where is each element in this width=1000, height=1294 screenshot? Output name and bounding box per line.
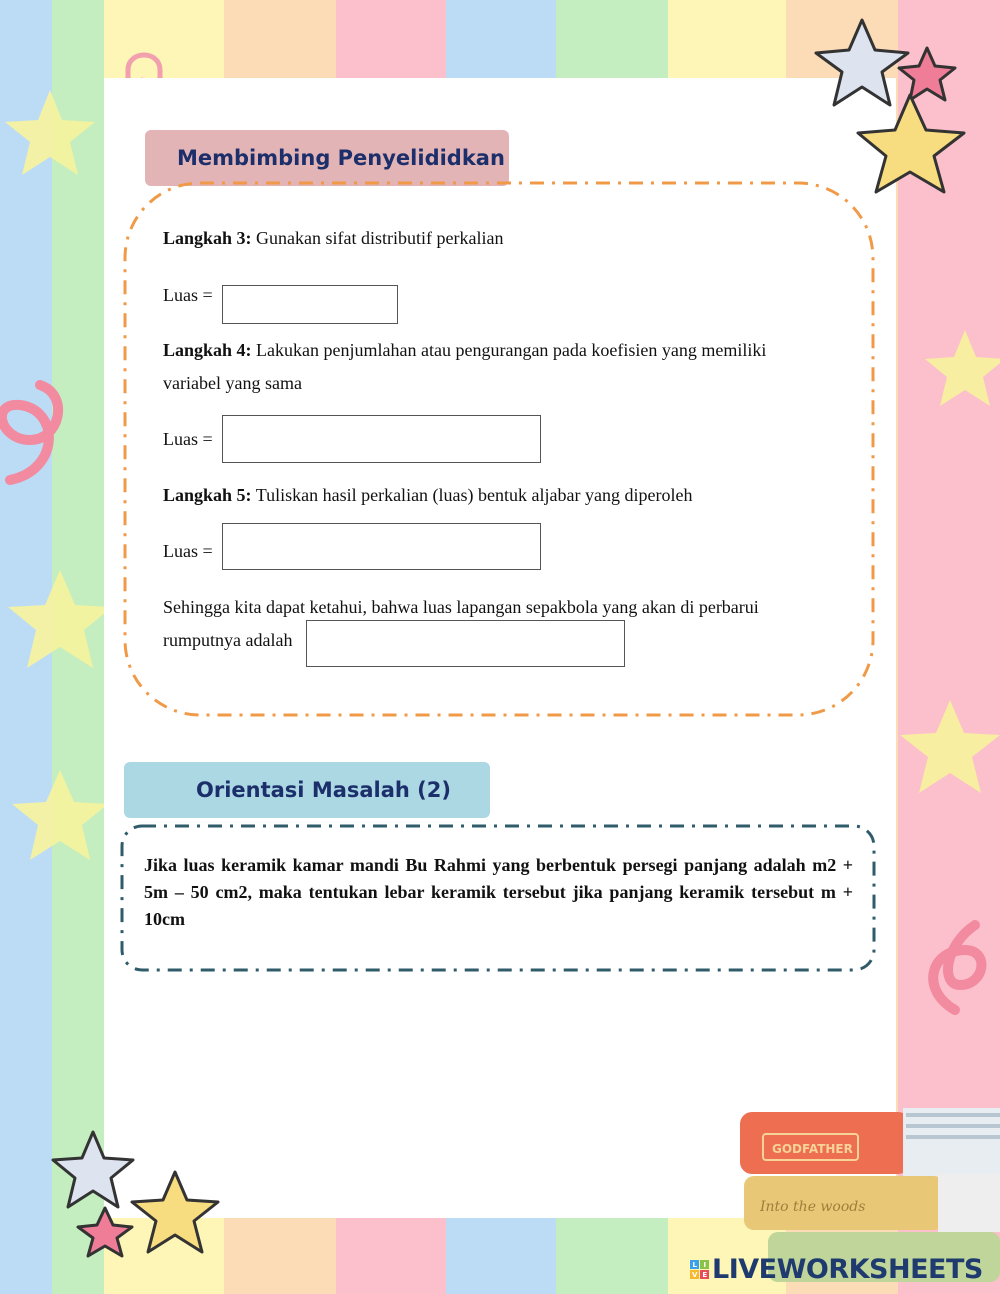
step4-text-line2: variabel yang sama (163, 373, 302, 393)
star-icon (925, 330, 1000, 406)
liveworksheets-logo-icon: L I V E (690, 1260, 709, 1279)
luas-label: Luas = (163, 285, 213, 305)
squiggle-icon (933, 925, 981, 1010)
star-icon (78, 1208, 132, 1256)
step4-label: Langkah 4: (163, 340, 252, 360)
star-icon (12, 770, 108, 860)
step3-description: Gunakan sifat distributif perkalian (256, 228, 504, 248)
conclusion-line1: Sehingga kita dapat ketahui, bahwa luas lapangan sepakbola yang akan di perbarui (163, 597, 759, 617)
answer-input-1[interactable] (222, 285, 398, 324)
conclusion-line2: rumputnya adalah (163, 630, 293, 650)
section-header-membimbing (145, 130, 509, 186)
section-header-orientasi (124, 762, 490, 818)
star-icon (132, 1172, 218, 1252)
step5-text (163, 485, 692, 507)
section-title: Membimbing Penyelididkan (177, 146, 505, 170)
corner-stars-bottom-left (45, 1128, 225, 1258)
corner-stars-top-right (800, 10, 970, 200)
book (744, 1174, 1000, 1232)
books-illustration (738, 1088, 1000, 1282)
step3-text (163, 228, 503, 250)
star-icon (858, 95, 964, 192)
step3-label: Langkah 3: (163, 228, 252, 248)
step4-text (163, 340, 766, 362)
luas-label: Luas = (163, 541, 213, 561)
luas-label: Luas = (163, 429, 213, 449)
answer-input-3[interactable] (222, 523, 541, 570)
book-title: Into the woods (760, 1199, 866, 1215)
book (740, 1108, 1000, 1178)
brand-text: LIVEWORKSHEETS (712, 1254, 983, 1285)
answer-input-4[interactable] (306, 620, 625, 667)
step4-description: Lakukan penjumlahan atau pengurangan pada koefisien yang memiliki (256, 340, 767, 360)
star-icon (900, 700, 1000, 793)
star-icon (53, 1132, 133, 1207)
liveworksheets-logo (690, 1254, 983, 1285)
star-icon (5, 90, 95, 175)
step5-label: Langkah 5: (163, 485, 252, 505)
star-icon (816, 20, 908, 105)
star-icon (899, 48, 955, 100)
star-icon (8, 570, 112, 668)
book-title: GODFATHER (772, 1142, 853, 1156)
squiggle-icon (2, 385, 58, 480)
step5-description: Tuliskan hasil perkalian (luas) bentuk aljabar yang diperoleh (255, 485, 693, 505)
answer-input-2[interactable] (222, 415, 541, 463)
problem-statement: Jika luas keramik kamar mandi Bu Rahmi yang berbentuk persegi panjang adalah m2 + 5m – 50 cm2, maka tentukan lebar keramik tersebut jika panjang keramik tersebut m + 10cm (144, 855, 853, 929)
section-title: Orientasi Masalah (2) (196, 778, 451, 802)
